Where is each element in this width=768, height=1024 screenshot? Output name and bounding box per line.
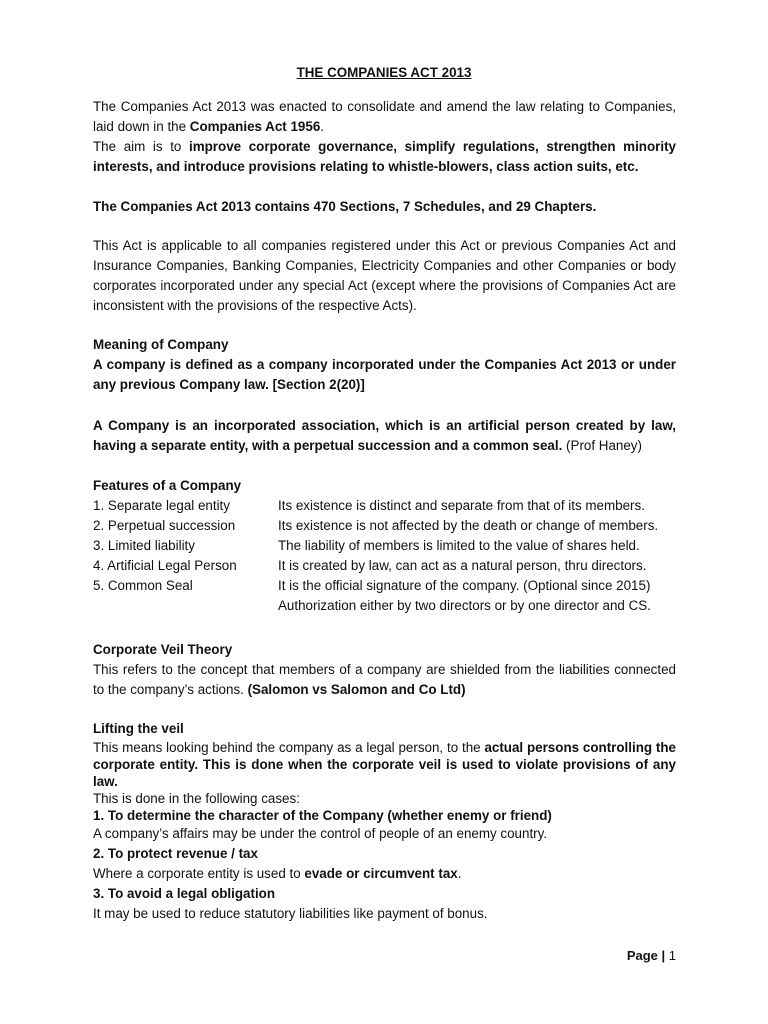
feature-name: 3. Limited liability [93, 538, 195, 553]
intro-text: The Companies Act 2013 was enacted to consolidate and amend the law relating to Companies, laid down in the [93, 99, 676, 134]
act-1956-ref: Companies Act 1956 [189, 119, 321, 134]
feature-desc: It is the official signature of the company. (Optional since 2015) [278, 578, 651, 593]
meaning-definition: A company is defined as a company incorporated under the Companies Act 2013 or under any previous Company law. [Section 2(20)] [93, 357, 676, 392]
veil-paragraph [93, 660, 676, 700]
veil-heading: Corporate Veil Theory [93, 642, 233, 657]
feature-name: 4. Artificial Legal Person [93, 558, 237, 573]
lifting-heading: Lifting the veil [93, 721, 184, 736]
case-3-text: It may be used to reduce statutory liabilities like payment of bonus. [93, 906, 488, 921]
aim-paragraph [93, 137, 676, 177]
contains-line: The Companies Act 2013 contains 470 Sections, 7 Schedules, and 29 Chapters. [93, 199, 597, 214]
feature-row [93, 516, 676, 536]
features-heading: Features of a Company [93, 478, 242, 493]
case-2-text [93, 864, 676, 884]
feature-row [93, 596, 676, 616]
feature-desc: The liability of members is limited to the value of shares held. [278, 538, 640, 553]
feature-row [93, 556, 676, 576]
case-1-heading: 1. To determine the character of the Company (whether enemy or friend) [93, 808, 552, 823]
page-label: Page | [626, 948, 669, 963]
feature-row [93, 576, 676, 596]
intro-section [93, 97, 676, 177]
page-footer [627, 946, 676, 966]
feature-desc: Its existence is distinct and separate from that of its members. [278, 498, 645, 513]
veil-text: This refers to the concept that members of a company are shielded from the liabilities connected to the company’s actions. [93, 662, 676, 697]
aim-lead: The aim is to [93, 139, 189, 154]
meaning-heading: Meaning of Company [93, 337, 229, 352]
feature-name: 2. Perpetual succession [93, 518, 236, 533]
meaning-section [93, 335, 676, 395]
case-1-text: A company’s affairs may be under the control of people of an enemy country. [93, 826, 548, 841]
lifting-text: This means looking behind the company as a legal person, to the [93, 740, 485, 755]
intro-paragraph [93, 97, 676, 137]
feature-row [93, 496, 676, 516]
case-2-period: . [457, 866, 462, 881]
features-section [93, 476, 676, 616]
quote-attribution: (Prof Haney) [562, 438, 642, 453]
veil-section [93, 640, 676, 700]
case-3-heading: 3. To avoid a legal obligation [93, 886, 276, 901]
feature-name: 1. Separate legal entity [93, 498, 230, 513]
aim-bold: improve corporate governance, simplify regulations, strengthen minority interests, and introduce provisions relating to whistle-blowers, class action suits, etc. [93, 139, 676, 174]
case-2-bold: evade or circumvent tax [304, 866, 458, 881]
haney-quote [93, 416, 676, 456]
case-2-heading: 2. To protect revenue / tax [93, 846, 258, 861]
lifting-bold: actual persons controlling the corporate entity. This is done when the corporate veil is used to violate provisions of any law. [93, 740, 676, 789]
lifting-paragraph [93, 739, 676, 790]
feature-desc: Its existence is not affected by the death or change of members. [278, 518, 659, 533]
feature-row [93, 536, 676, 556]
case-2-lead: Where a corporate entity is used to [93, 866, 305, 881]
veil-case: (Salomon vs Salomon and Co Ltd) [247, 682, 466, 697]
quote-text: A Company is an incorporated association, which is an artificial person created by law, having a separate entity, with a perpetual succession and a common seal. [93, 418, 676, 453]
feature-name [93, 596, 278, 616]
feature-desc: Authorization either by two directors or by one director and CS. [278, 598, 651, 613]
page-title: THE COMPANIES ACT 2013 [296, 65, 472, 80]
page-number: 1 [668, 948, 676, 963]
feature-name: 5. Common Seal [93, 578, 193, 593]
feature-desc: It is created by law, can act as a natural person, thru directors. [278, 558, 647, 573]
cases-intro: This is done in the following cases: [93, 791, 300, 806]
intro-period: . [320, 119, 325, 134]
lifting-section [93, 719, 676, 924]
applicability-paragraph: This Act is applicable to all companies registered under this Act or previous Companies Act and Insurance Companies, Banking Companies, Electricity Companies and other Companies or body corporates incorporated under any special Act (except where the provisions of Companies Act are inconsistent with the provisions of the respective Acts). [93, 238, 676, 313]
